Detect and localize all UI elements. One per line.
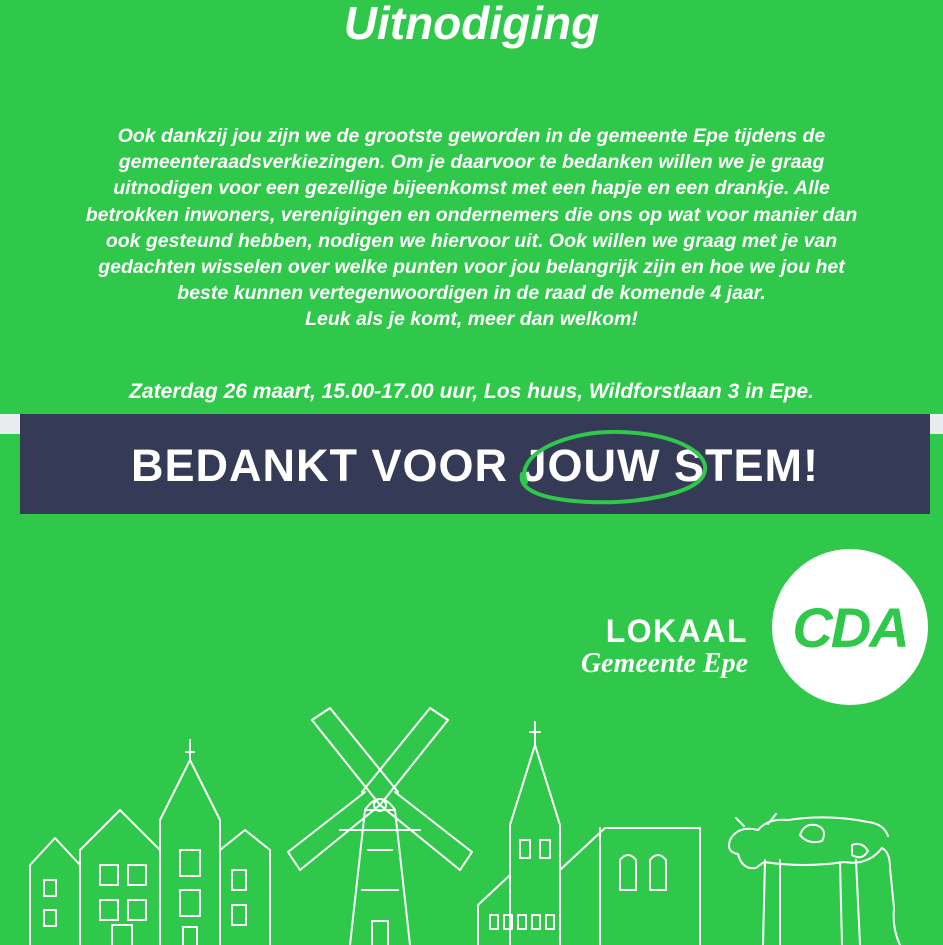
- banner-circled-word: [522, 440, 661, 492]
- logo-gemeente-text: Gemeente Epe: [580, 648, 748, 679]
- logo-lokaal-text: LOKAAL: [605, 613, 748, 649]
- invitation-title: Uitnodiging: [343, 0, 600, 49]
- cow-icon: [729, 814, 900, 945]
- banner-text: [131, 440, 819, 492]
- banner-text-part2: STEM!: [660, 440, 819, 491]
- banner-box: [20, 414, 930, 514]
- body-line: gemeenteraadsverkiezingen. Om je daarvoor te bedanken willen we je graag: [118, 151, 825, 174]
- village-skyline-illustration: [0, 700, 943, 945]
- body-line: Ook dankzij jou zijn we de grootste geworden in de gemeente Epe tijdens de: [117, 125, 826, 147]
- invitation-body: [14, 123, 929, 333]
- body-line: gedachten wisselen over welke punten voor jou belangrijk zijn en hoe we jou het: [98, 256, 845, 279]
- event-details: Zaterdag 26 maart, 15.00-17.00 uur, Los huus, Wildforstlaan 3 in Epe.: [129, 380, 814, 403]
- banner-circled-text: JOUW: [521, 440, 661, 491]
- manor-house-icon: [30, 740, 270, 945]
- circle-scribble-icon: [508, 424, 718, 510]
- banner-text-part1: BEDANKT VOOR: [130, 440, 522, 491]
- windmill-icon: [288, 708, 472, 945]
- thank-you-banner: [0, 414, 943, 514]
- body-line: beste kunnen vertegenwoordigen in de raad de komende 4 jaar.: [177, 282, 766, 305]
- body-line: betrokken inwoners, verenigingen en ondernemers die ons op wat voor manier dan: [85, 203, 858, 226]
- cda-logo: [772, 549, 928, 705]
- body-line: Leuk als je komt, meer dan welkom!: [305, 308, 638, 331]
- body-line: ook gesteund hebben, nodigen we hiervoor uit. Ook willen we graag met je van: [105, 229, 838, 252]
- church-icon: [478, 722, 700, 945]
- body-line: uitnodigen voor een gezellige bijeenkomst met een hapje en een drankje. Alle: [113, 177, 830, 200]
- cda-logo-text: CDA: [792, 595, 908, 659]
